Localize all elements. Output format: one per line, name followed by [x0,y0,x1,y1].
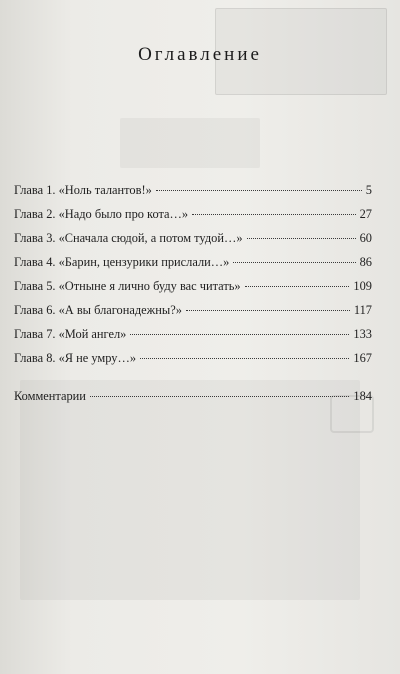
toc-entry [14,231,372,255]
dot-leader [140,358,349,359]
toc-entry-page: 109 [353,279,372,293]
toc-entry-label: Глава 2. «Надо было про кота…» [14,207,189,221]
dot-leader [186,310,350,311]
toc-entry [14,327,372,351]
table-of-contents [14,183,372,413]
toc-entry-page: 86 [359,255,372,269]
dot-leader [192,214,355,215]
toc-entry-label: Глава 4. «Барин, цензурики прислали…» [14,255,230,269]
bleed-through-text-block [120,118,260,168]
toc-entry-label: Глава 3. «Сначала сюдой, а потом тудой…» [14,231,243,245]
toc-entry-page: 60 [359,231,372,245]
toc-entry-page: 5 [365,183,372,197]
toc-entry-page: 184 [353,389,372,403]
toc-entry-label: Комментарии [14,389,86,403]
toc-entry-page: 133 [353,327,372,341]
toc-entry-page: 27 [359,207,372,221]
toc-entry-page: 167 [353,351,372,365]
toc-entry-label: Глава 1. «Ноль талантов!» [14,183,152,197]
toc-entry-label: Глава 5. «Отныне я лично буду вас читать» [14,279,241,293]
bleed-through-text-block [20,380,360,600]
dot-leader [156,190,362,191]
toc-entry [14,351,372,375]
toc-entry-label: Глава 8. «Я не умру…» [14,351,137,365]
dot-leader [90,396,349,397]
toc-entry [14,255,372,279]
dot-leader [245,286,350,287]
toc-spacer [14,375,372,389]
toc-entry [14,279,372,303]
toc-entry-page: 117 [353,303,372,317]
dot-leader [233,262,355,263]
toc-entry-label: Глава 6. «А вы благонадежны?» [14,303,182,317]
toc-entry [14,183,372,207]
toc-entry [14,303,372,327]
toc-entry-comments [14,389,372,413]
dot-leader [130,334,349,335]
dot-leader [247,238,356,239]
toc-entry [14,207,372,231]
page-title: Оглавление [138,44,262,65]
toc-entry-label: Глава 7. «Мой ангел» [14,327,127,341]
